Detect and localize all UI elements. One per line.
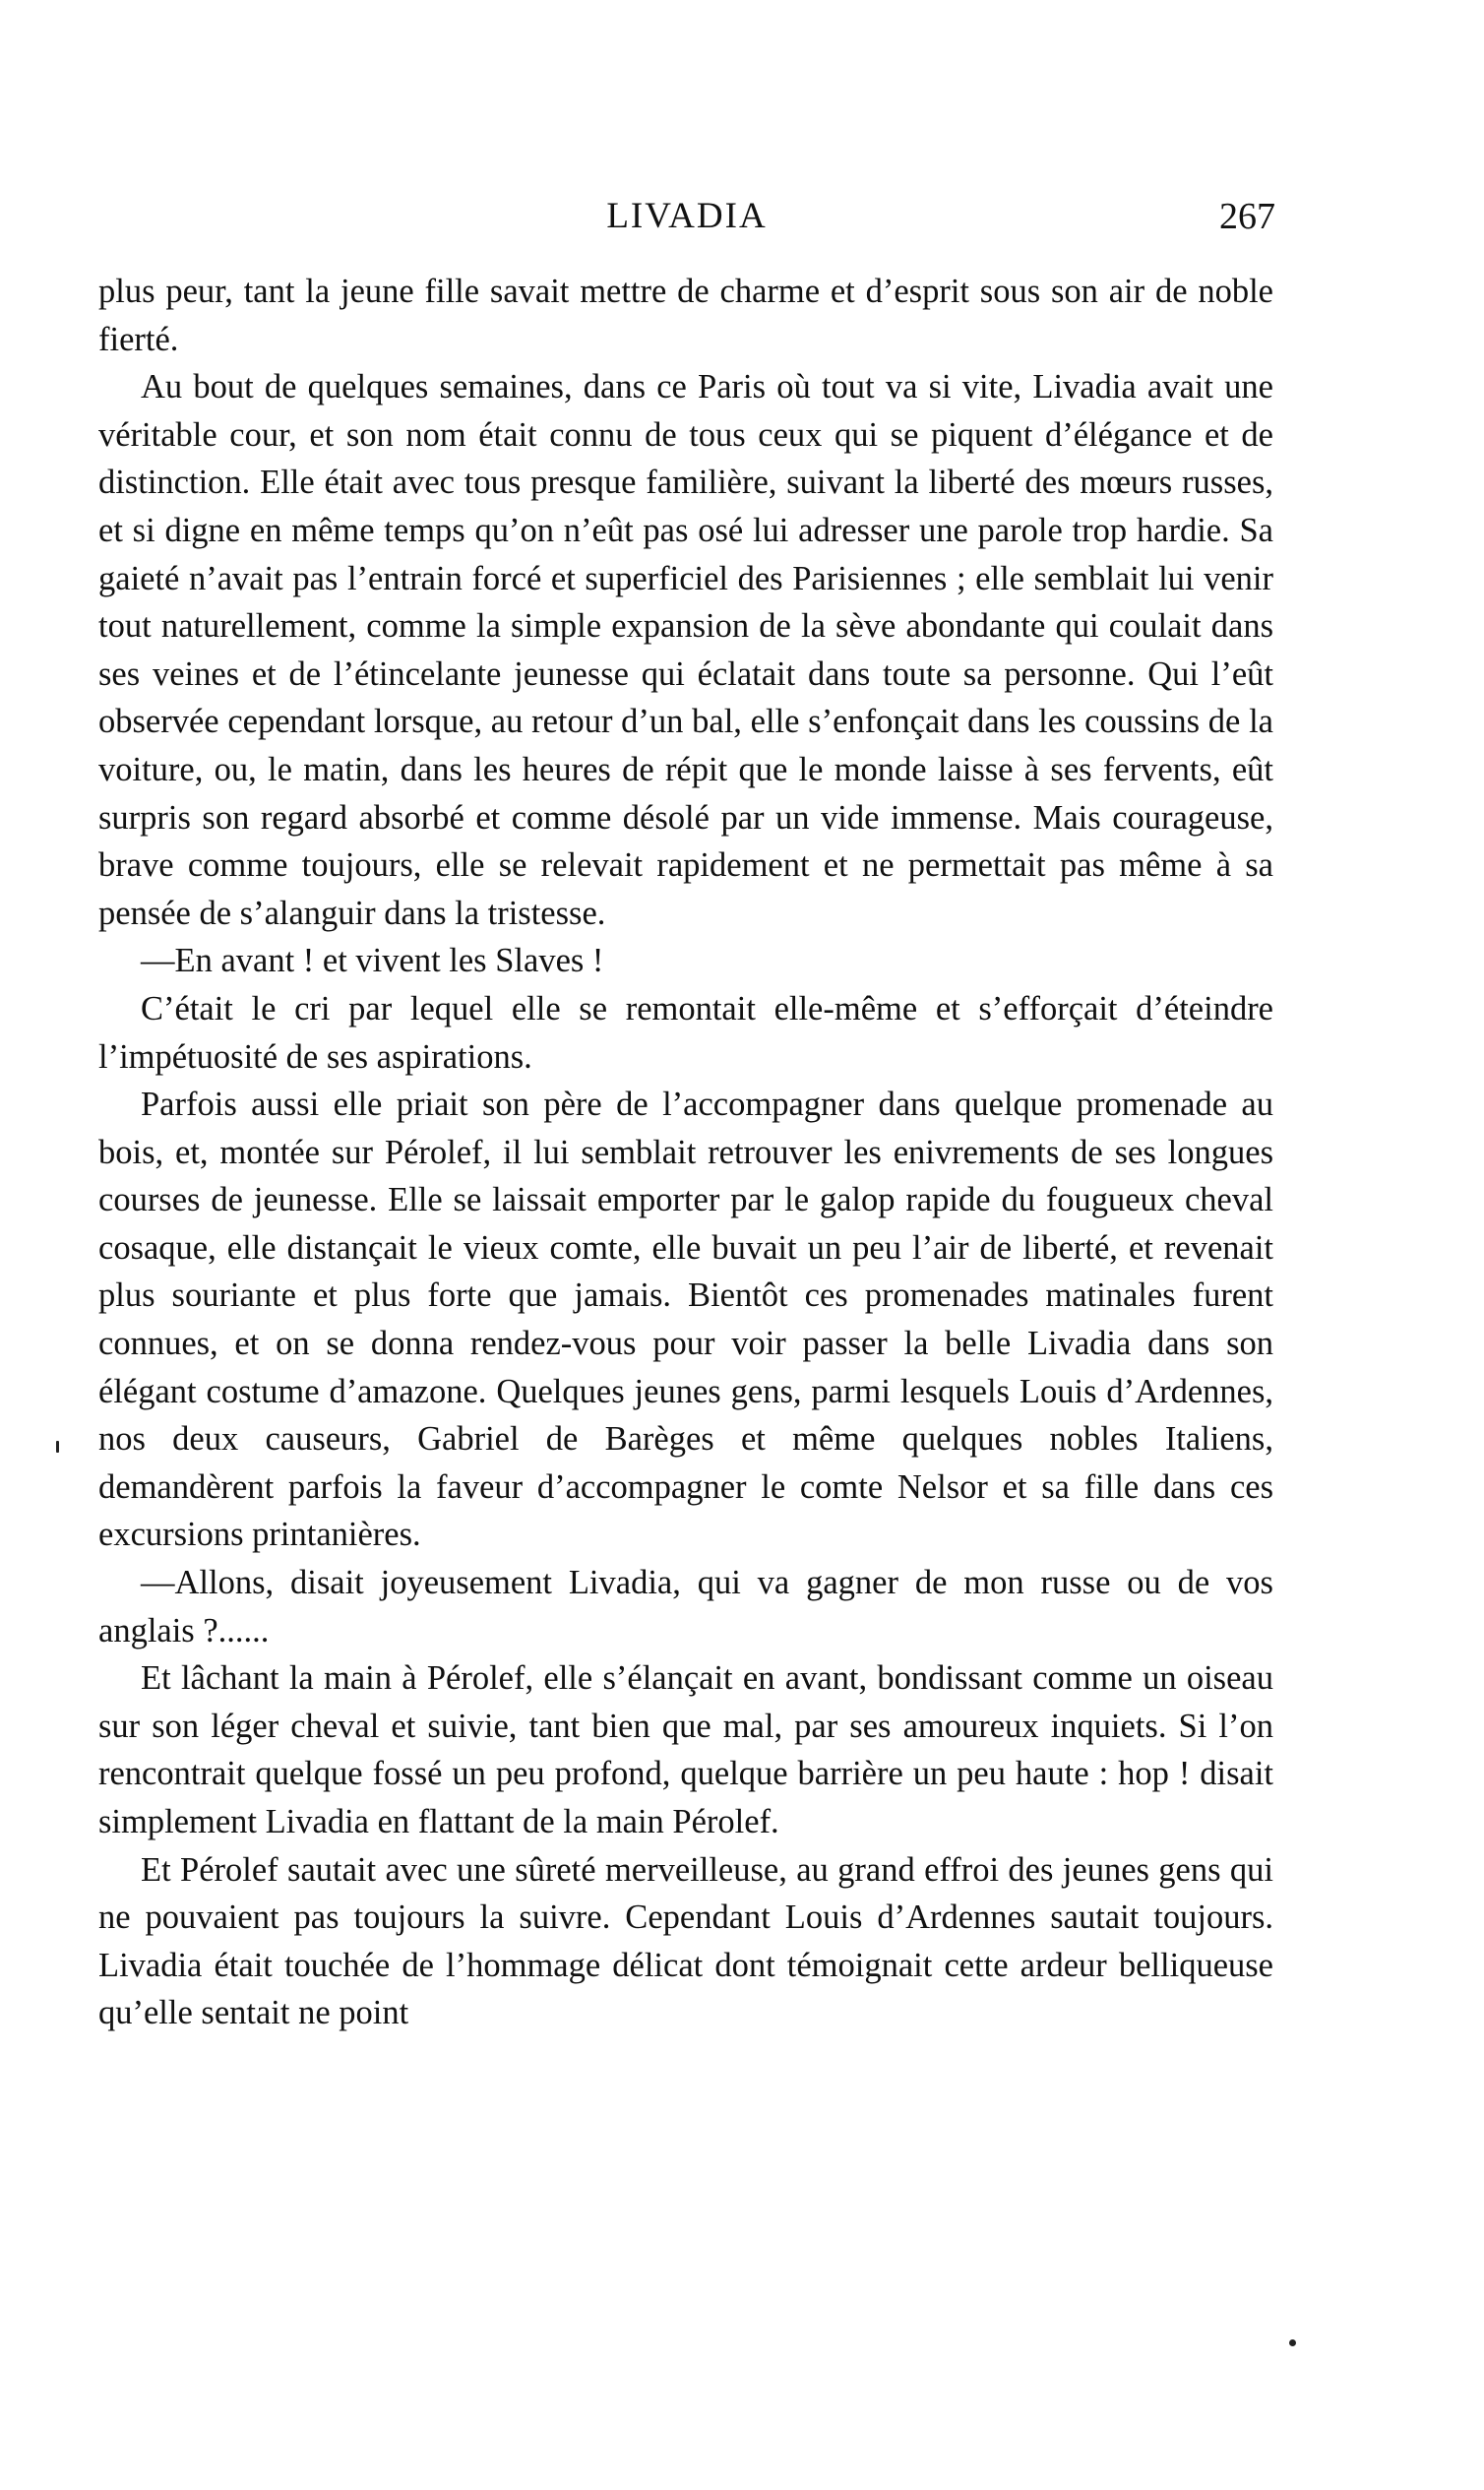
running-title: LIVADIA xyxy=(606,196,768,236)
paragraph: Parfois aussi elle priait son père de l’accompagner dans quelque promenade au bois, et, montée sur Pérolef, il lui semblait retrouver les enivrements de ses longues courses de jeunesse. Elle se laissait emporter par le galop rapide du fougueux cheval cosaque, elle distançait le vieux comte, elle buvait un peu l’air de liberté, et revenait plus souriante et plus forte que jamais. Bientôt ces promenades matinales furent connues, et on se donna rendez-vous pour voir passer la belle Livadia dans son élégant costume d’amazone. Quelques jeunes gens, parmi lesquels Louis d’Ardennes, nos deux causeurs, Gabriel de Barèges et même quelques nobles Italiens, demandèrent parfois la faveur d’accompagner le comte Nelsor et sa fille dans ces excursions printanières. xyxy=(98,1086,1273,1554)
paragraph: C’était le cri par lequel elle se remontait elle-même et s’efforçait d’éteindre l’impétuosité de ses aspirations. xyxy=(98,989,1273,1076)
paragraph: —En avant ! et vivent les Slaves ! xyxy=(141,942,604,980)
running-head xyxy=(98,195,1275,244)
body-text xyxy=(98,268,1273,2037)
page-number: 267 xyxy=(1219,196,1275,237)
paragraph: Au bout de quelques semaines, dans ce Paris où tout va si vite, Livadia avait une véritable cour, et son nom était connu de tous ceux qui se piquent d’élégance et de distinction. Elle était avec tous presque familière, suivant la liberté des mœurs russes, et si digne en même temps qu’on n’eût pas osé lui adresser une parole trop hardie. Sa gaieté n’avait pas l’entrain forcé et superficiel des Parisiennes ; elle semblait lui venir tout naturellement, comme la simple expansion de la sève abondante qui coulait dans ses veines et de l’étincelante jeunesse qui éclatait dans toute sa personne. Qui l’eût observée cependant lorsque, au retour d’un bal, elle s’enfonçait dans les coussins de la voiture, ou, le matin, dans les heures de répit que le monde laisse à ses fervents, eût surpris son regard absorbé et comme désolé par un vide immense. Mais courageuse, brave comme toujours, elle se relevait rapidement et ne permettait pas même à sa pensée de s’alanguir dans la tristesse. xyxy=(98,368,1273,932)
paragraph: plus peur, tant la jeune fille savait mettre de charme et d’esprit sous son air de noble fierté. xyxy=(98,273,1273,358)
paragraph: Et lâchant la main à Pérolef, elle s’élançait en avant, bondissant comme un oiseau sur son léger cheval et suivie, tant bien que mal, par ses amoureux inquiets. Si l’on rencontrait quelque fossé un peu profond, quelque barrière un peu haute : hop ! disait simplement Livadia en flattant de la main Pérolef. xyxy=(98,1659,1273,1840)
ink-speck xyxy=(1289,2339,1296,2346)
ink-speck xyxy=(56,1441,59,1453)
paragraph: —Allons, disait joyeusement Livadia, qui va gagner de mon russe ou de vos anglais ?...... xyxy=(98,1564,1273,1650)
paragraph: Et Pérolef sautait avec une sûreté merveilleuse, au grand effroi des jeunes gens qui ne pouvaient pas toujours la suivre. Cependant Louis d’Ardennes sautait toujours. Livadia était touchée de l’hommage délicat dont témoignait cette ardeur belliqueuse qu’elle sentait ne point xyxy=(98,1850,1273,2032)
